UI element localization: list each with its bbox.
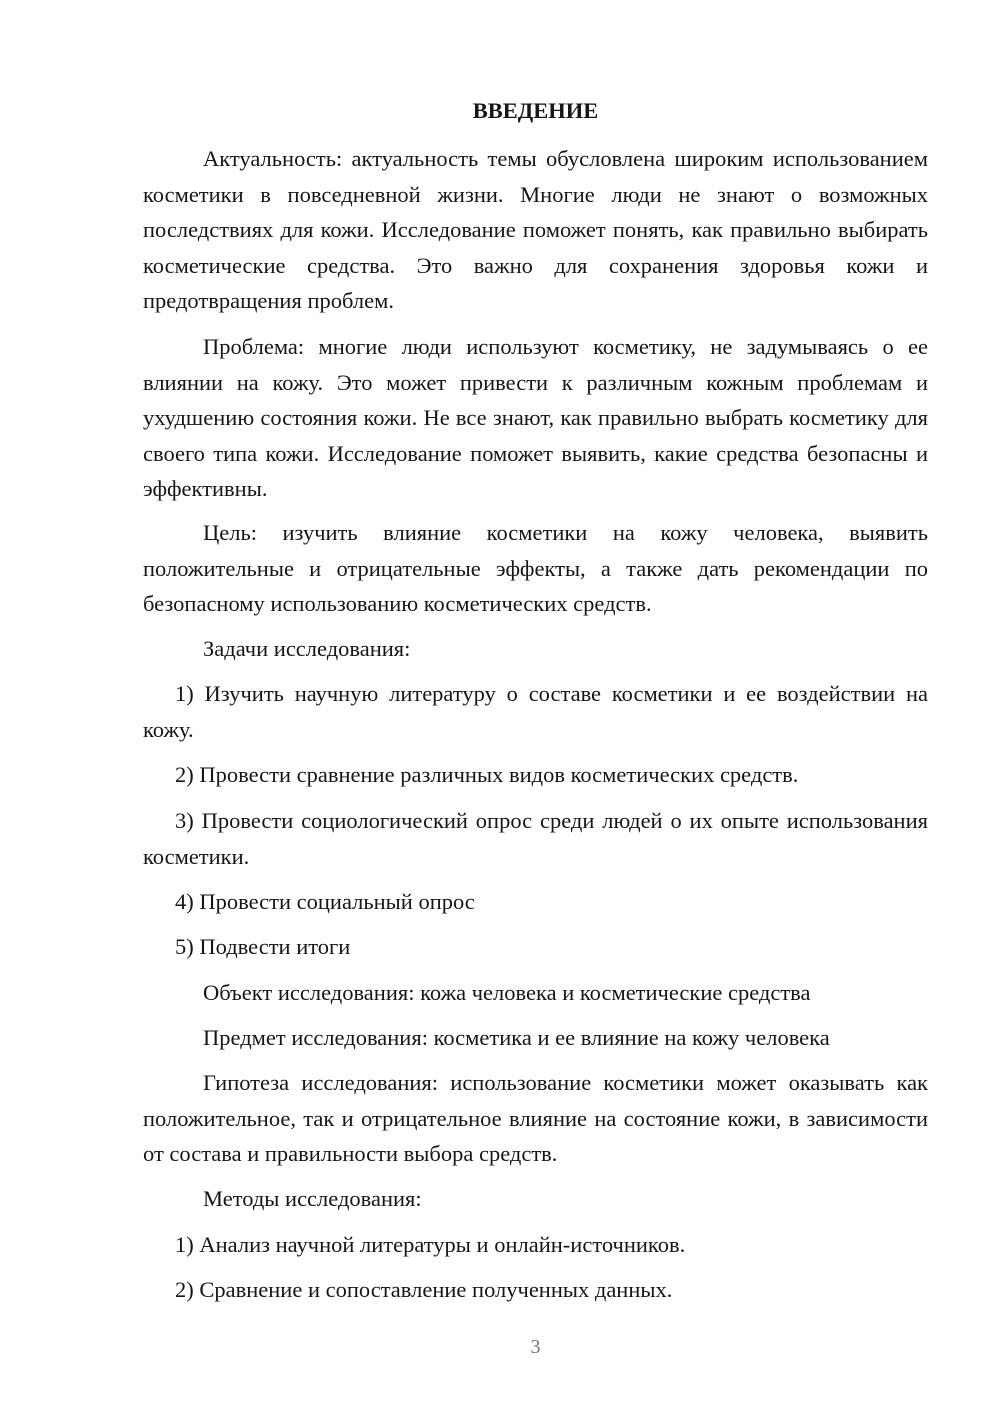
task-item-1: 1) Изучить научную литературу о составе косметики и ее воздействии на кожу. (143, 681, 928, 742)
research-hypothesis: Гипотеза исследования: использование косметики может оказывать как положительное, так и отрицательное влияние на состояние кожи, в зависимости от состава и правильности выбора средств. (143, 1070, 928, 1166)
method-item-2: 2) Сравнение и сопоставление полученных данных. (175, 1277, 673, 1302)
tasks-heading: Задачи исследования: (203, 636, 411, 661)
methods-heading: Методы исследования: (203, 1186, 422, 1211)
task-item-5: 5) Подвести итоги (175, 934, 351, 959)
problem-paragraph: Проблема: многие люди используют косметику, не задумываясь о ее влиянии на кожу. Это может привести к различным кожным проблемам и ухудшению состояния кожи. Не все знают, как правильно выбрать косметику для своего типа кожи. Исследование поможет выявить, какие средства безопасны и эффективны. (143, 334, 928, 501)
task-item-2: 2) Провести сравнение различных видов косметических средств. (175, 762, 799, 787)
method-item-1: 1) Анализ научной литературы и онлайн-источников. (175, 1232, 686, 1257)
task-item-4: 4) Провести социальный опрос (175, 889, 475, 914)
goal-paragraph: Цель: изучить влияние косметики на кожу человека, выявить положительные и отрицательные эффекты, а также дать рекомендации по безопасному использованию косметических средств. (143, 520, 928, 616)
research-object: Объект исследования: кожа человека и косметические средства (203, 980, 811, 1005)
relevance-paragraph: Актуальность: актуальность темы обусловлена широким использованием косметики в повседневной жизни. Многие люди не знают о возможных последствиях для кожи. Исследование поможет понять, как правильно выбирать косметические средства. Это важно для сохранения здоровья кожи и предотвращения проблем. (143, 146, 928, 313)
task-item-3: 3) Провести социологический опрос среди людей о их опыте использования косметики. (143, 808, 928, 869)
page-title: ВВЕДЕНИЕ (472, 98, 599, 123)
research-subject: Предмет исследования: косметика и ее влияние на кожу человека (203, 1025, 830, 1050)
page-number: 3 (530, 1336, 541, 1358)
